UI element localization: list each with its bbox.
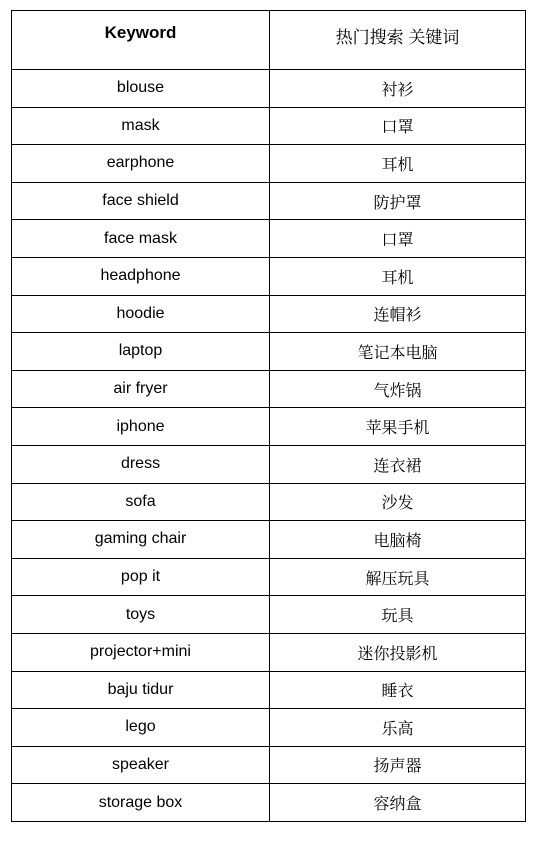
translation-cell: 迷你投影机 xyxy=(270,633,526,671)
translation-cell: 防护罩 xyxy=(270,182,526,220)
table-row xyxy=(12,596,526,634)
keyword-cell: blouse xyxy=(12,70,270,108)
header-row xyxy=(12,11,526,70)
keyword-table xyxy=(11,10,526,822)
table-row xyxy=(12,182,526,220)
translation-cell: 苹果手机 xyxy=(270,408,526,446)
table-row xyxy=(12,145,526,183)
translation-cell: 连衣裙 xyxy=(270,445,526,483)
table-row xyxy=(12,558,526,596)
keyword-cell: face shield xyxy=(12,182,270,220)
keyword-cell: mask xyxy=(12,107,270,145)
header-hot-search-keyword: 热门搜索 关键词 xyxy=(270,11,526,70)
table-row xyxy=(12,295,526,333)
translation-cell: 扬声器 xyxy=(270,746,526,784)
table-row xyxy=(12,370,526,408)
translation-cell: 耳机 xyxy=(270,257,526,295)
keyword-cell: air fryer xyxy=(12,370,270,408)
translation-cell: 睡衣 xyxy=(270,671,526,709)
translation-cell: 衬衫 xyxy=(270,70,526,108)
table-row xyxy=(12,70,526,108)
keyword-cell: hoodie xyxy=(12,295,270,333)
translation-cell: 笔记本电脑 xyxy=(270,333,526,371)
keyword-cell: gaming chair xyxy=(12,521,270,559)
table-row xyxy=(12,107,526,145)
table-row xyxy=(12,220,526,258)
table-row xyxy=(12,521,526,559)
translation-cell: 气炸锅 xyxy=(270,370,526,408)
table-header xyxy=(12,11,526,70)
keyword-cell: lego xyxy=(12,709,270,747)
translation-cell: 耳机 xyxy=(270,145,526,183)
table-row xyxy=(12,483,526,521)
keyword-cell: laptop xyxy=(12,333,270,371)
translation-cell: 解压玩具 xyxy=(270,558,526,596)
table-row xyxy=(12,784,526,822)
table-row xyxy=(12,671,526,709)
keyword-cell: pop it xyxy=(12,558,270,596)
keyword-cell: iphone xyxy=(12,408,270,446)
table-row xyxy=(12,445,526,483)
translation-cell: 沙发 xyxy=(270,483,526,521)
table-body xyxy=(12,70,526,822)
table-row xyxy=(12,709,526,747)
keyword-cell: earphone xyxy=(12,145,270,183)
keyword-cell: toys xyxy=(12,596,270,634)
translation-cell: 容纳盒 xyxy=(270,784,526,822)
translation-cell: 口罩 xyxy=(270,107,526,145)
keyword-cell: baju tidur xyxy=(12,671,270,709)
keyword-cell: projector+mini xyxy=(12,633,270,671)
keyword-cell: sofa xyxy=(12,483,270,521)
keyword-cell: headphone xyxy=(12,257,270,295)
keyword-cell: face mask xyxy=(12,220,270,258)
keyword-cell: speaker xyxy=(12,746,270,784)
translation-cell: 电脑椅 xyxy=(270,521,526,559)
translation-cell: 连帽衫 xyxy=(270,295,526,333)
translation-cell: 乐高 xyxy=(270,709,526,747)
table-row xyxy=(12,408,526,446)
table-row xyxy=(12,333,526,371)
table-row xyxy=(12,257,526,295)
table-row xyxy=(12,746,526,784)
table-row xyxy=(12,633,526,671)
header-keyword: Keyword xyxy=(12,11,270,70)
keyword-cell: storage box xyxy=(12,784,270,822)
translation-cell: 口罩 xyxy=(270,220,526,258)
translation-cell: 玩具 xyxy=(270,596,526,634)
keyword-cell: dress xyxy=(12,445,270,483)
